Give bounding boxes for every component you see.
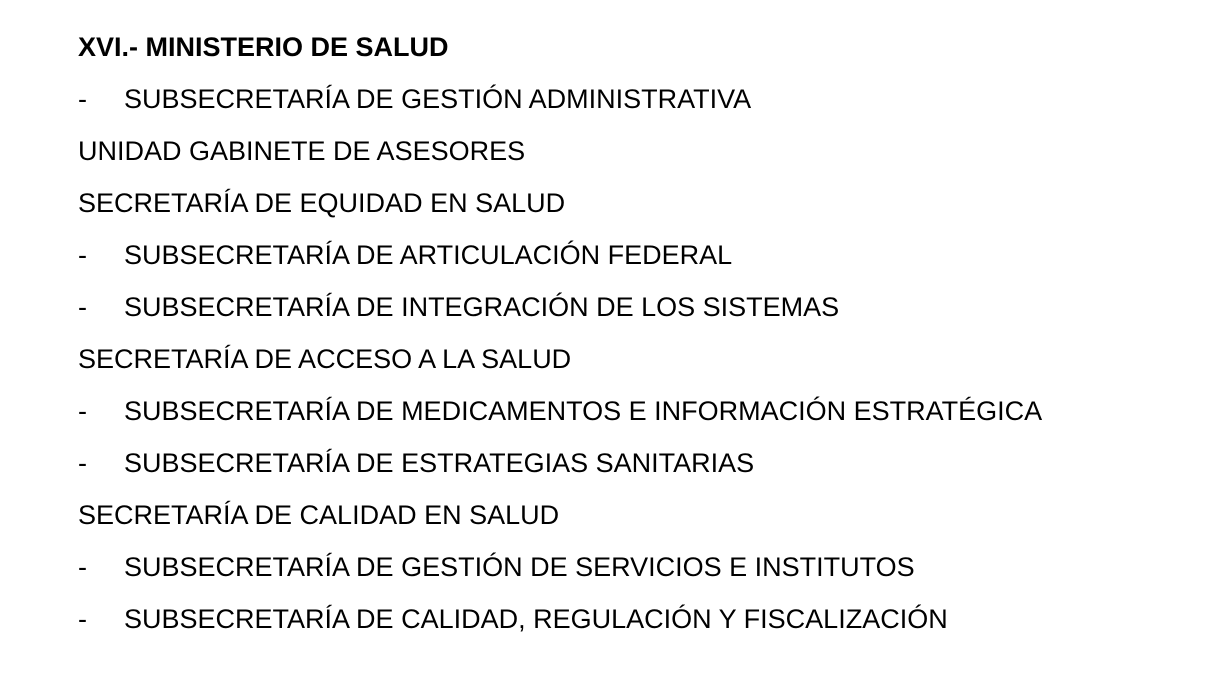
dash-bullet: - (78, 292, 87, 322)
section-heading: XVI.- MINISTERIO DE SALUD (78, 32, 449, 62)
list-item-unidad-gabinete-asesores (78, 131, 1208, 171)
list-item-text: UNIDAD GABINETE DE ASESORES (78, 136, 526, 166)
dash-bullet: - (78, 396, 87, 426)
list-item-subsecretaria-integracion-sistemas (78, 287, 1208, 327)
list-item-text: SECRETARÍA DE EQUIDAD EN SALUD (78, 188, 566, 218)
list-item-text: SUBSECRETARÍA DE CALIDAD, REGULACIÓN Y FISCALIZACIÓN (124, 604, 948, 634)
dash-bullet: - (78, 240, 87, 270)
list-item-subsecretaria-servicios-institutos (78, 547, 1208, 587)
dash-bullet: - (78, 604, 87, 634)
list-item-text: SUBSECRETARÍA DE GESTIÓN DE SERVICIOS E INSTITUTOS (124, 552, 915, 582)
list-item-secretaria-calidad-salud (78, 495, 1208, 535)
list-item-subsecretaria-gestion-administrativa (78, 79, 1208, 119)
list-item-text: SUBSECRETARÍA DE ESTRATEGIAS SANITARIAS (124, 448, 755, 478)
dash-bullet: - (78, 84, 87, 114)
list-item-secretaria-acceso-salud (78, 339, 1208, 379)
document-body (78, 27, 1208, 639)
dash-bullet: - (78, 448, 87, 478)
list-item-subsecretaria-articulacion-federal (78, 235, 1208, 275)
list-item-text: SUBSECRETARÍA DE ARTICULACIÓN FEDERAL (124, 240, 733, 270)
list-item-subsecretaria-calidad-regulacion (78, 599, 1208, 639)
list-item-subsecretaria-estrategias-sanitarias (78, 443, 1208, 483)
list-item-text: SECRETARÍA DE ACCESO A LA SALUD (78, 344, 572, 374)
list-item-text: SUBSECRETARÍA DE MEDICAMENTOS E INFORMACIÓN ESTRATÉGICA (124, 396, 1043, 426)
dash-bullet: - (78, 552, 87, 582)
list-item-subsecretaria-medicamentos (78, 391, 1208, 431)
list-item-secretaria-equidad-salud (78, 183, 1208, 223)
list-item-text: SECRETARÍA DE CALIDAD EN SALUD (78, 500, 560, 530)
list-item-text: SUBSECRETARÍA DE INTEGRACIÓN DE LOS SISTEMAS (124, 292, 840, 322)
list-item-text: SUBSECRETARÍA DE GESTIÓN ADMINISTRATIVA (124, 84, 752, 114)
